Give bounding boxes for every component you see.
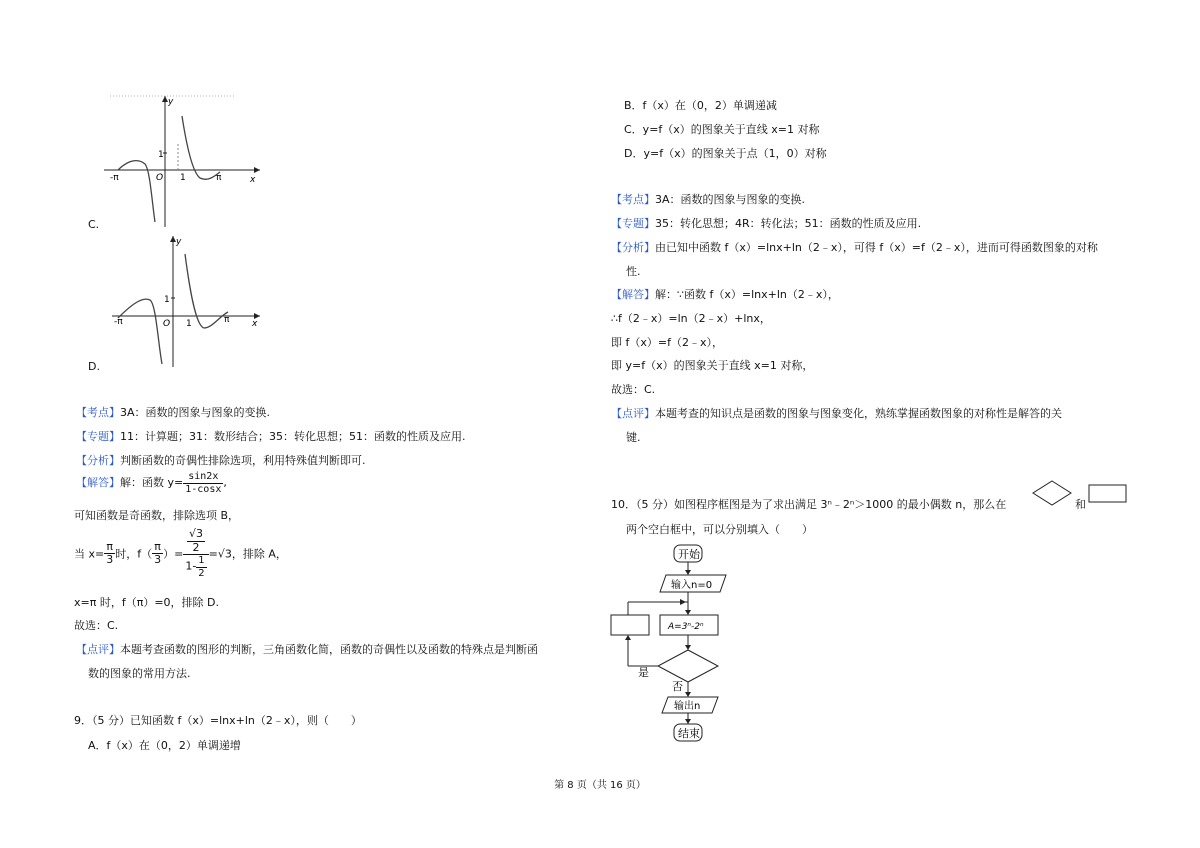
- question-10: 10．（5 分）如图程序框图是为了求出满足 3ⁿ﹣2ⁿ＞1000 的最小偶数 n，那么在: [611, 498, 1007, 511]
- graph-d-one-x: 1: [186, 319, 192, 329]
- right-jieda-tag: 【解答】: [611, 288, 655, 301]
- graph-c-pi: π: [216, 173, 222, 183]
- left-dianping-tag: 【点评】: [76, 643, 120, 656]
- blank-rectangle-shape: [1088, 484, 1128, 504]
- right-line-3: 即 y=f（x）的图象关于直线 x=1 对称，: [611, 359, 814, 372]
- question-9-option-d: D．y=f（x）的图象关于点（1，0）对称: [624, 147, 827, 160]
- graph-c: [100, 92, 270, 232]
- left-jieda-tail: ,: [223, 476, 227, 489]
- left-fenxi: [76, 452, 366, 468]
- right-jieda: [611, 286, 839, 302]
- left-dianping: [76, 641, 538, 657]
- x3-a: 当 x=: [74, 547, 105, 561]
- right-dianping: [611, 405, 1062, 421]
- graph-d-origin: O: [163, 319, 171, 329]
- right-zhuanti-text: 35：转化思想；4R：转化法；51：函数的性质及应用.: [655, 217, 922, 230]
- right-fenxi-text: 由已知中函数 f（x）=lnx+ln（2﹣x），可得 f（x）=f（2﹣x），进而可得函数图象的对称: [655, 241, 1098, 254]
- left-jieda-text: 解：函数 y=: [120, 476, 184, 489]
- x3-pi2: π: [152, 541, 163, 555]
- graph-c-one-y: 1: [158, 150, 164, 160]
- left-kaodian-tag: 【考点】: [76, 406, 120, 419]
- right-line-1: ∴f（2﹣x）=ln（2﹣x）+lnx，: [611, 312, 771, 325]
- flow-start: 开始: [678, 548, 700, 561]
- question-10-and: 和: [1075, 498, 1086, 511]
- flow-end: 结束: [678, 727, 700, 740]
- right-kaodian-text: 3A：函数的图象与图象的变换.: [655, 193, 806, 206]
- flow-input: 输入n=0: [671, 580, 713, 591]
- left-dianping-text2: 数的图象的常用方法.: [88, 667, 191, 680]
- option-d-label: D.: [88, 360, 100, 373]
- left-kaodian-text: 3A：函数的图象与图象的变换.: [120, 406, 271, 419]
- question-9-option-a: A．f（x）在（0，2）单调递增: [88, 739, 241, 752]
- x3-one-minus: 1-: [185, 559, 197, 573]
- x3-two: 2: [192, 540, 200, 554]
- right-dianping-text2: 键.: [626, 431, 641, 444]
- graph-c-y-label: y: [168, 97, 174, 107]
- flowchart: [608, 540, 748, 750]
- right-fenxi: [611, 239, 1098, 255]
- right-kaodian-tag: 【考点】: [611, 193, 655, 206]
- left-guxuan: 故选：C.: [74, 619, 119, 632]
- x3-c: ）=: [163, 547, 184, 561]
- graph-c-origin: O: [156, 173, 164, 183]
- question-9-option-c: C．y=f（x）的图象关于直线 x=1 对称: [624, 123, 820, 136]
- x3-one: 1: [198, 555, 205, 567]
- graph-d: [108, 232, 268, 372]
- graph-d-y-label: y: [176, 237, 182, 247]
- graph-c-neg-pi: -π: [110, 173, 119, 183]
- question-10-line2: 两个空白框中，可以分别填入（ ）: [626, 523, 813, 536]
- right-guxuan: 故选：C.: [611, 383, 656, 396]
- question-9-option-b: B．f（x）在（0，2）单调递减: [624, 99, 777, 112]
- blank-diamond-shape: [1032, 480, 1072, 506]
- graph-c-x-label: x: [250, 175, 256, 185]
- x3-pi: π: [104, 541, 115, 555]
- graph-d-pi: π: [224, 315, 230, 325]
- flow-yes: 是: [638, 666, 649, 679]
- left-fenxi-tag: 【分析】: [76, 454, 120, 467]
- right-fenxi-tag: 【分析】: [611, 241, 655, 254]
- right-jieda-text: 解：∵函数 f（x）=lnx+ln（2﹣x），: [655, 288, 839, 301]
- x3-three2: 3: [154, 553, 162, 567]
- line-odd: 可知函数是奇函数，排除选项 B，: [74, 509, 240, 522]
- x3-sqrt3: √3: [188, 527, 203, 540]
- right-zhuanti-tag: 【专题】: [611, 217, 655, 230]
- right-line-2: 即 f（x）=f（2﹣x），: [611, 336, 723, 349]
- right-zhuanti: [611, 215, 921, 231]
- left-dianping-text: 本题考查函数的图形的判断，三角函数化简，函数的奇偶性以及函数的特殊点是判断函: [120, 643, 538, 656]
- x3-two2: 2: [198, 567, 205, 579]
- left-jieda: [76, 471, 227, 495]
- line-x-pi-3: [74, 528, 287, 579]
- graph-c-one-x: 1: [180, 173, 186, 183]
- jieda-frac-den: 1-cosx: [185, 483, 222, 495]
- right-fenxi-text2: 性.: [626, 265, 641, 278]
- left-zhuanti-tag: 【专题】: [76, 430, 120, 443]
- x3-b: 时，f（: [115, 547, 153, 561]
- flow-assign: A=3ⁿ-2ⁿ: [668, 622, 704, 632]
- x3-three: 3: [106, 553, 114, 567]
- graph-d-one-y: 1: [164, 295, 170, 305]
- line-x-pi: x=π 时，f（π）=0，排除 D.: [74, 596, 220, 609]
- x3-d: =√3，排除 A，: [208, 547, 287, 561]
- flow-output: 输出n: [674, 701, 701, 712]
- left-zhuanti-text: 11：计算题；31：数形结合；35：转化思想；51：函数的性质及应用.: [120, 430, 466, 443]
- right-dianping-text: 本题考查的知识点是函数的图象与图象变化，熟练掌握函数图象的对称性是解答的关: [655, 407, 1062, 420]
- option-c-label: C.: [88, 218, 100, 231]
- page-footer: 第 8 页（共 16 页）: [554, 780, 646, 791]
- left-kaodian: [76, 404, 270, 420]
- flow-no: 否: [672, 680, 683, 693]
- left-jieda-tag: 【解答】: [76, 476, 120, 489]
- question-9: 9．（5 分）已知函数 f（x）=lnx+ln（2﹣x），则（ ）: [74, 714, 362, 727]
- jieda-frac-num: sin2x: [183, 471, 223, 484]
- right-dianping-tag: 【点评】: [611, 407, 655, 420]
- left-fenxi-text: 判断函数的奇偶性排除选项，利用特殊值判断即可.: [120, 454, 366, 467]
- left-zhuanti: [76, 428, 465, 444]
- graph-d-neg-pi: -π: [114, 317, 123, 327]
- right-kaodian: [611, 191, 805, 207]
- graph-d-x-label: x: [252, 319, 258, 329]
